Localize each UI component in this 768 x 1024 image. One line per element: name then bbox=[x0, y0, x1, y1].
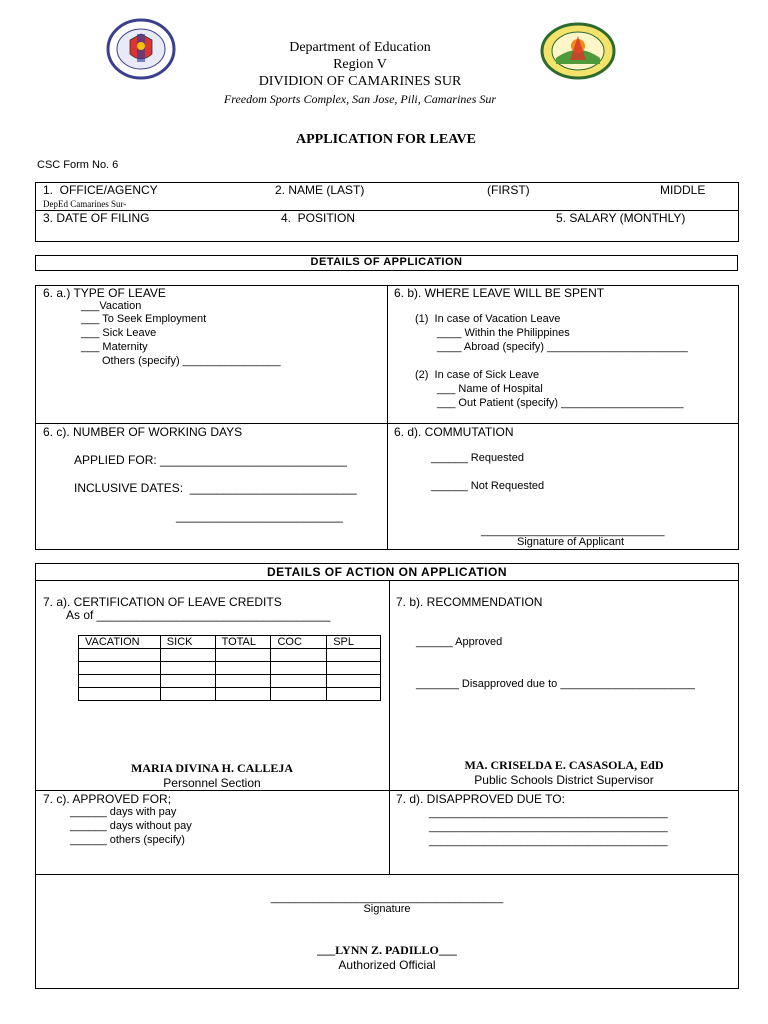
divider bbox=[389, 580, 390, 874]
approved-option[interactable]: ______ others (specify) bbox=[70, 834, 185, 846]
type-option[interactable]: ___ Maternity bbox=[81, 341, 148, 353]
where-option[interactable]: ____ Abroad (specify) _______________________ bbox=[437, 341, 688, 353]
divider bbox=[35, 790, 739, 791]
disapproved-line[interactable]: _______________________________________ bbox=[429, 821, 668, 833]
where-spent-title: 6. b). WHERE LEAVE WILL BE SPENT bbox=[394, 286, 605, 300]
table-cell[interactable] bbox=[327, 662, 381, 675]
type-option[interactable]: ___ To Seek Employment bbox=[81, 313, 207, 325]
leave-credits-table bbox=[78, 635, 381, 701]
name-first-label: (FIRST) bbox=[487, 183, 530, 197]
table-cell[interactable] bbox=[215, 675, 271, 688]
table-row bbox=[79, 688, 381, 701]
commutation-title: 6. d). COMMUTATION bbox=[394, 425, 514, 439]
form-number: CSC Form No. 6 bbox=[37, 159, 119, 171]
action-heading: DETAILS OF ACTION ON APPLICATION bbox=[267, 565, 507, 579]
where-option[interactable]: ___ Out Patient (specify) ____________________ bbox=[437, 397, 684, 409]
recommender-role: Public Schools District Supervisor bbox=[474, 773, 654, 787]
final-signature-line[interactable]: ______________________________________ bbox=[270, 892, 504, 904]
applicant-signature-line[interactable]: ______________________________ bbox=[481, 525, 665, 537]
approved-for-title: 7. c). APPROVED FOR; bbox=[43, 792, 172, 806]
inclusive-dates-line[interactable]: _________________________ bbox=[176, 509, 343, 523]
table-cell[interactable] bbox=[160, 662, 215, 675]
table-row bbox=[79, 675, 381, 688]
table-cell[interactable] bbox=[160, 688, 215, 701]
approved-option[interactable]: ______ days without pay bbox=[70, 820, 192, 832]
col-header-coc: COC bbox=[271, 636, 327, 649]
table-cell[interactable] bbox=[79, 675, 161, 688]
type-option[interactable]: ___Vacation bbox=[81, 300, 142, 312]
commutation-not-requested[interactable]: ______ Not Requested bbox=[431, 480, 545, 492]
table-cell[interactable] bbox=[160, 649, 215, 662]
table-cell[interactable] bbox=[271, 649, 327, 662]
table-cell[interactable] bbox=[79, 688, 161, 701]
divider bbox=[35, 874, 739, 875]
disapproved-title: 7. d). DISAPPROVED DUE TO: bbox=[396, 792, 565, 806]
salary-label: 5. SALARY (MONTHLY) bbox=[556, 211, 686, 225]
type-of-leave-title: 6. a.) TYPE OF LEAVE bbox=[43, 286, 166, 300]
authorized-official-name: ___LYNN Z. PADILLO___ bbox=[317, 943, 457, 957]
type-option[interactable]: ___ Sick Leave bbox=[81, 327, 157, 339]
col-header-vacation: VACATION bbox=[79, 636, 161, 649]
authorized-official-role: Authorized Official bbox=[338, 958, 436, 972]
where-option[interactable]: ___ Name of Hospital bbox=[437, 383, 543, 395]
table-row bbox=[79, 662, 381, 675]
divider bbox=[387, 285, 388, 550]
table-cell[interactable] bbox=[327, 675, 381, 688]
commutation-requested[interactable]: ______ Requested bbox=[431, 452, 524, 464]
leave-credits-title: 7. a). CERTIFICATION OF LEAVE CREDITS bbox=[43, 595, 282, 609]
type-option[interactable]: Others (specify) ________________ bbox=[102, 355, 281, 367]
table-header-row bbox=[79, 636, 381, 649]
certifier-role: Personnel Section bbox=[163, 776, 261, 790]
office-label: 1. OFFICE/AGENCY bbox=[43, 183, 158, 197]
region-name: Region V bbox=[333, 57, 387, 72]
table-row bbox=[79, 649, 381, 662]
division-name: DIVIDION OF CAMARINES SUR bbox=[258, 74, 462, 89]
form-title: APPLICATION FOR LEAVE bbox=[296, 132, 476, 147]
disapproved-line[interactable]: _______________________________________ bbox=[429, 807, 668, 819]
table-cell[interactable] bbox=[327, 688, 381, 701]
table-cell[interactable] bbox=[79, 662, 161, 675]
table-cell[interactable] bbox=[215, 662, 271, 675]
certifier-name: MARIA DIVINA H. CALLEJA bbox=[130, 761, 294, 775]
working-days-title: 6. c). NUMBER OF WORKING DAYS bbox=[43, 425, 243, 439]
col-header-spl: SPL bbox=[327, 636, 381, 649]
as-of-field[interactable]: As of ___________________________________ bbox=[66, 608, 331, 622]
divider bbox=[35, 580, 739, 581]
recommendation-approved[interactable]: ______ Approved bbox=[416, 636, 503, 648]
table-cell[interactable] bbox=[271, 675, 327, 688]
divider bbox=[35, 423, 739, 424]
table-cell[interactable] bbox=[271, 662, 327, 675]
recommendation-disapproved[interactable]: _______ Disapproved due to ______________________ bbox=[416, 678, 695, 690]
inclusive-dates-field[interactable]: INCLUSIVE DATES: _________________________ bbox=[74, 481, 357, 495]
sick-case-heading: (2) In case of Sick Leave bbox=[415, 369, 540, 381]
disapproved-line[interactable]: _______________________________________ bbox=[429, 835, 668, 847]
name-last-label: 2. NAME (LAST) bbox=[275, 183, 365, 197]
name-middle-label: MIDDLE bbox=[660, 183, 706, 197]
applied-for-field[interactable]: APPLIED FOR: ____________________________ bbox=[74, 453, 347, 467]
col-header-sick: SICK bbox=[160, 636, 215, 649]
table-cell[interactable] bbox=[160, 675, 215, 688]
table-cell[interactable] bbox=[79, 649, 161, 662]
applicant-signature-label: Signature of Applicant bbox=[517, 536, 625, 548]
date-filing-label: 3. DATE OF FILING bbox=[43, 211, 150, 225]
vacation-case-heading: (1) In case of Vacation Leave bbox=[415, 313, 561, 325]
division-address: Freedom Sports Complex, San Jose, Pili, Camarines Sur bbox=[223, 92, 497, 106]
dept-name: Department of Education bbox=[289, 40, 431, 55]
where-option[interactable]: ____ Within the Philippines bbox=[437, 327, 570, 339]
table-cell[interactable] bbox=[215, 649, 271, 662]
recommender-name: MA. CRISELDA E. CASASOLA, EdD bbox=[464, 758, 664, 772]
table-cell[interactable] bbox=[271, 688, 327, 701]
recommendation-title: 7. b). RECOMMENDATION bbox=[396, 595, 543, 609]
position-label: 4. POSITION bbox=[281, 211, 356, 225]
final-signature-label: Signature bbox=[363, 903, 411, 915]
details-heading: DETAILS OF APPLICATION bbox=[310, 256, 463, 268]
office-value[interactable]: DepEd Camarines Sur- bbox=[43, 199, 127, 209]
table-cell[interactable] bbox=[215, 688, 271, 701]
table-cell[interactable] bbox=[327, 649, 381, 662]
approved-option[interactable]: ______ days with pay bbox=[70, 806, 177, 818]
col-header-total: TOTAL bbox=[215, 636, 271, 649]
